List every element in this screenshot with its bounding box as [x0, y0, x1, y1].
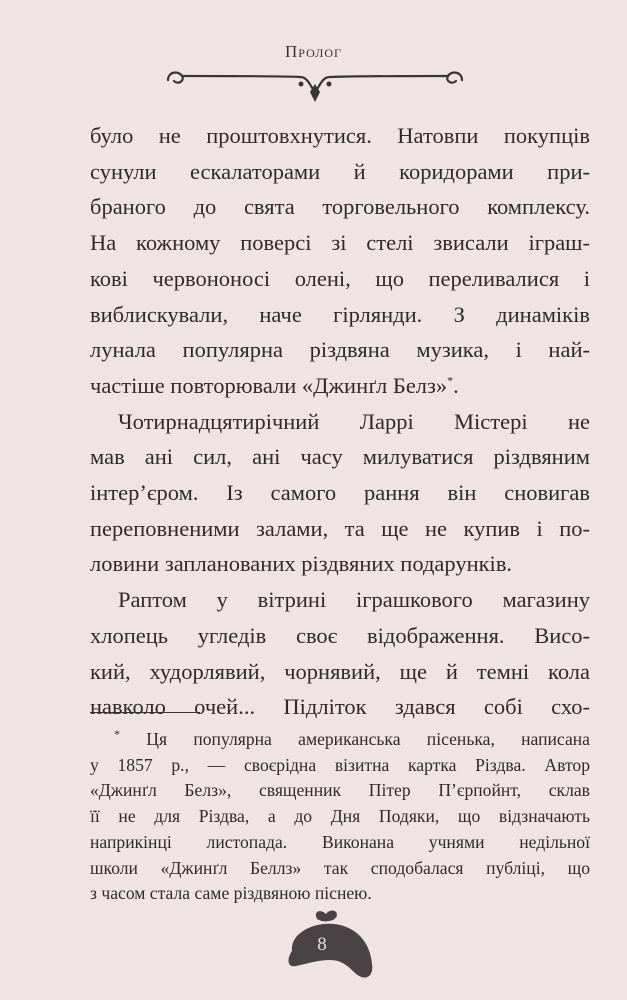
text-line: хлопець угледів своє відображення. Висо- [90, 622, 590, 648]
page-number: 8 [317, 934, 327, 955]
footnote-line: «Джинґл Белз», священник Пітер П’єрпойнт, склав [90, 780, 590, 801]
footnote-line: наприкінці листопада. Виконана учнями недільної [90, 831, 590, 852]
footnote-line: у 1857 р., — своєрідна візитна картка Різдва. Автор [90, 754, 590, 775]
text-line: виблискували, наче гірлянди. З динаміків [90, 301, 590, 327]
paragraph-2 [90, 404, 590, 583]
running-header-title: Пролог [285, 42, 342, 61]
paragraph-3 [90, 582, 590, 725]
text-line: На кожному поверсі зі стелі звисали іграш- [90, 230, 590, 256]
text-line: сунули ескалаторами й коридорами при- [90, 158, 590, 184]
text-line: частіше повторювали «Джинґл Белз»*. [90, 372, 459, 398]
text-line-content: частіше повторювали «Джинґл Белз» [90, 372, 448, 398]
body-text [90, 118, 590, 725]
footnote-line: школи «Джинґл Беллз» так сподобалася публіці, що [90, 857, 590, 878]
text-line: лунала популярна різдвяна музика, і най- [90, 337, 590, 363]
text-line: кові червононосі олені, що переливалися і [90, 265, 590, 291]
text-line: було не проштовхнутися. Натовпи покупців [90, 123, 590, 148]
text-line: Раптом у вітрині іграшкового магазину [118, 587, 590, 613]
footnote-line: її не для Різдва, а до Дня Подяки, що відзначають [90, 806, 590, 827]
footnote-divider [90, 712, 200, 713]
footnote-marker[interactable]: * [447, 373, 454, 388]
text-line: навколо очей... Підліток здався собі схо- [90, 694, 590, 720]
text-line: переповненими залами, та ще не купив і по- [90, 515, 590, 541]
text-line: мав ані сил, ані часу милуватися різдвяним [90, 444, 590, 470]
text-line: інтер’єром. Із самого рання він сновигав [90, 480, 590, 506]
header-ornament-icon [160, 62, 470, 106]
footnote-line: з часом стала саме різдвяною піснею. [90, 883, 372, 904]
text-line: браного до свята торговельного комплексу. [90, 194, 590, 220]
text-line: Чотирнадцятирічний Ларрі Містері не [118, 408, 590, 434]
footnote-line [90, 727, 590, 753]
text-line: ловини запланованих різдвяних подарунків. [90, 551, 513, 577]
paragraph-1 [90, 118, 590, 404]
footnote-marker: * [114, 727, 120, 742]
footnote-line-content: Ця популярна американська пісенька, написана [146, 729, 590, 749]
text-line: кий, худорлявий, чорнявий, ще й темні кола [90, 658, 590, 684]
footnote [90, 727, 590, 907]
